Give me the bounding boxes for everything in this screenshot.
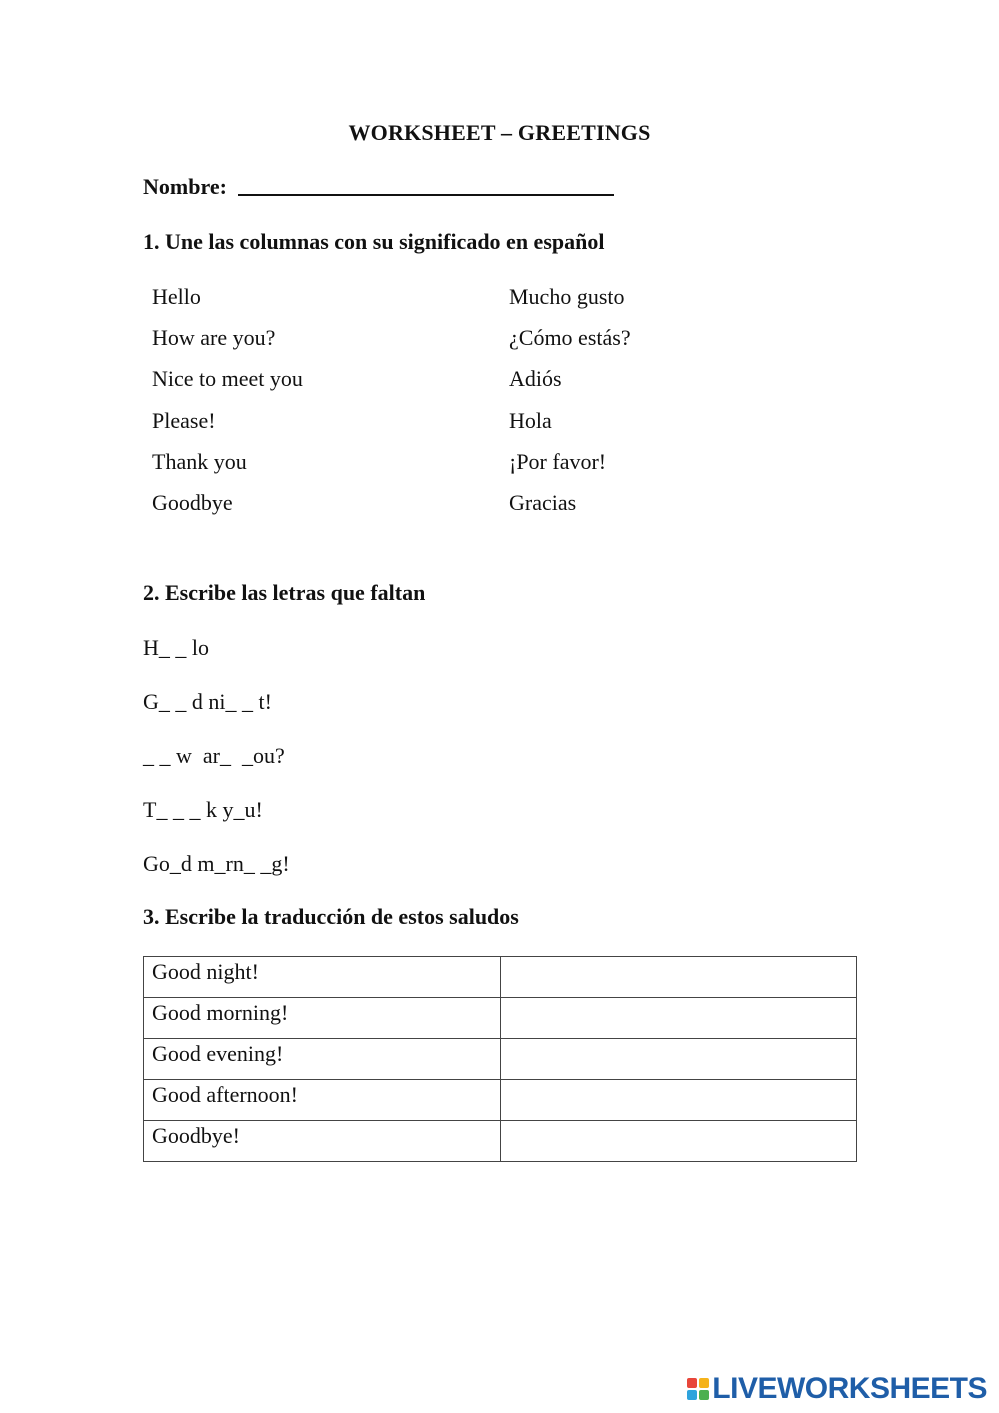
- translation-answer-cell[interactable]: [501, 957, 857, 998]
- worksheet-title: WORKSHEET – GREETINGS: [348, 120, 651, 145]
- match-english[interactable]: Goodbye: [152, 490, 233, 515]
- section-2-heading: 2. Escribe las letras que faltan: [143, 580, 426, 605]
- greeting-cell: Good morning!: [144, 998, 501, 1039]
- missing-letters-item[interactable]: _ _ w ar_ _ou?: [143, 743, 285, 768]
- match-row: [152, 284, 712, 314]
- match-row: [152, 449, 712, 479]
- logo-square-green: [699, 1390, 709, 1400]
- translation-answer-cell[interactable]: [501, 1121, 857, 1162]
- translation-answer-cell[interactable]: [501, 1039, 857, 1080]
- liveworksheets-logo-icon: [687, 1378, 709, 1400]
- missing-letters-item[interactable]: H_ _ lo: [143, 635, 209, 660]
- missing-letters-item[interactable]: Go_d m_rn_ _g!: [143, 851, 290, 876]
- match-row: [152, 490, 712, 520]
- match-english[interactable]: Please!: [152, 408, 216, 433]
- section-3-heading: 3. Escribe la traducción de estos saludos: [143, 904, 519, 929]
- match-spanish[interactable]: ¡Por favor!: [509, 449, 607, 474]
- logo-text: LIVEWORKSHEETS: [712, 1372, 987, 1405]
- section-1-heading: 1. Une las columnas con su significado en español: [143, 229, 605, 254]
- match-english[interactable]: Hello: [152, 284, 201, 309]
- logo-square-yellow: [699, 1378, 709, 1388]
- match-spanish[interactable]: Adiós: [509, 366, 562, 391]
- table-row: [144, 957, 857, 998]
- logo-square-blue: [687, 1390, 697, 1400]
- match-english[interactable]: Thank you: [152, 449, 247, 474]
- match-spanish[interactable]: Hola: [509, 408, 552, 433]
- match-english[interactable]: How are you?: [152, 325, 276, 350]
- translation-table: [143, 956, 857, 1162]
- greeting-cell: Goodbye!: [144, 1121, 501, 1162]
- nombre-label: Nombre:: [143, 174, 227, 199]
- table-row: [144, 998, 857, 1039]
- table-row: [144, 1121, 857, 1162]
- match-spanish[interactable]: Gracias: [509, 490, 577, 515]
- translation-answer-cell[interactable]: [501, 998, 857, 1039]
- translation-answer-cell[interactable]: [501, 1080, 857, 1121]
- greeting-cell: Good evening!: [144, 1039, 501, 1080]
- match-row: [152, 325, 712, 355]
- match-english[interactable]: Nice to meet you: [152, 366, 303, 391]
- match-row: [152, 408, 712, 438]
- greeting-cell: Good afternoon!: [144, 1080, 501, 1121]
- liveworksheets-logo: [687, 1372, 987, 1406]
- match-spanish[interactable]: Mucho gusto: [509, 284, 625, 309]
- nombre-field: [143, 174, 614, 200]
- table-row: [144, 1080, 857, 1121]
- greeting-cell: Good night!: [144, 957, 501, 998]
- table-row: [144, 1039, 857, 1080]
- match-row: [152, 366, 712, 396]
- logo-square-red: [687, 1378, 697, 1388]
- missing-letters-item[interactable]: T_ _ _ k y_u!: [143, 797, 263, 822]
- missing-letters-item[interactable]: G_ _ d ni_ _ t!: [143, 689, 272, 714]
- nombre-input-line[interactable]: [238, 176, 614, 196]
- match-spanish[interactable]: ¿Cómo estás?: [509, 325, 631, 350]
